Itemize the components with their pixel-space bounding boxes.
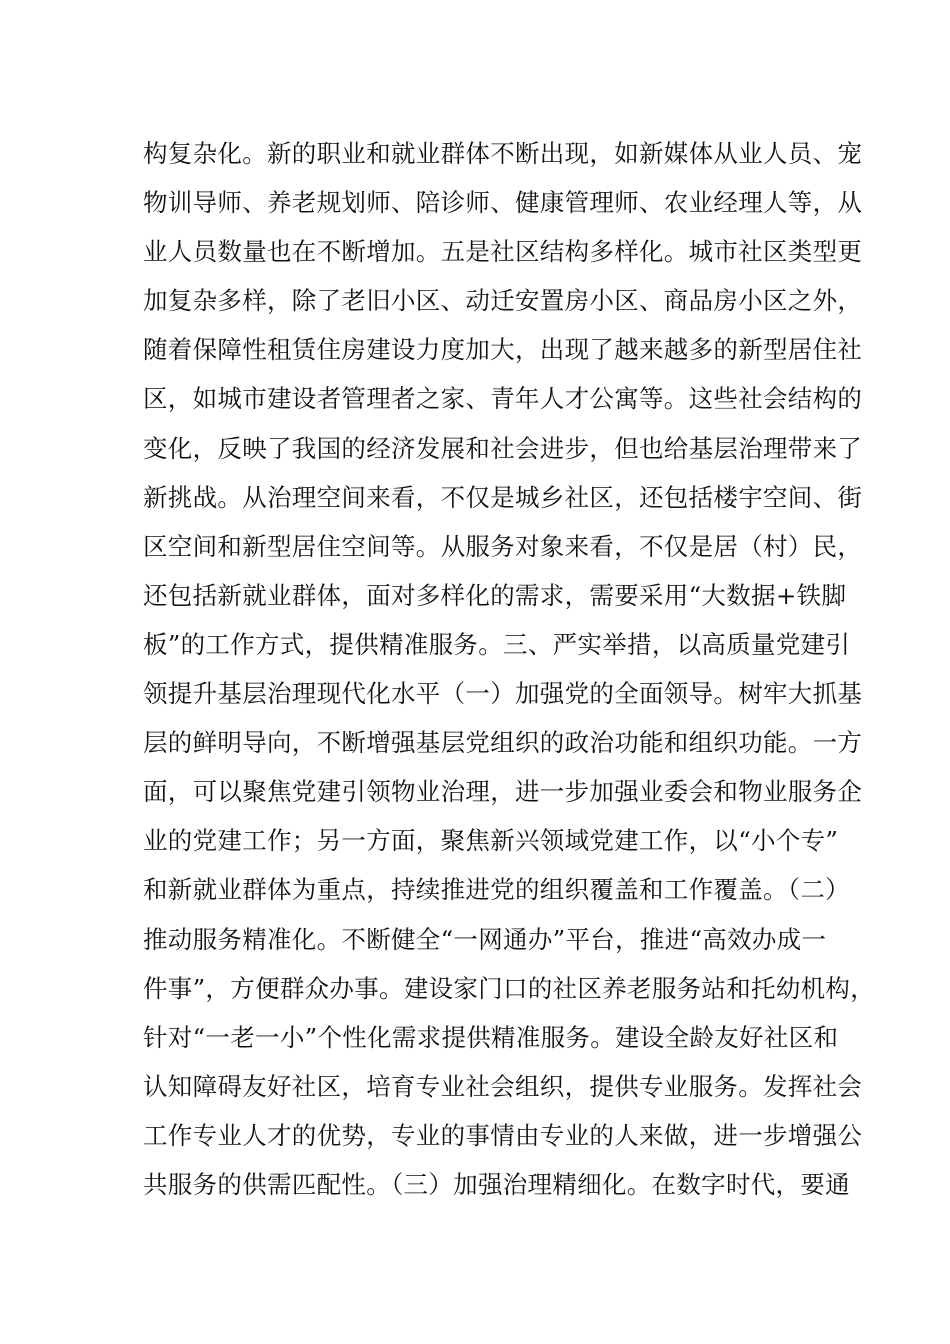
text-line: 构复杂化。新的职业和就业群体不断出现，如新媒体从业人员、宠 [143, 139, 863, 168]
text-line: 工作专业人才的优势，专业的事情由专业的人来做，进一步增强公 [143, 1120, 863, 1150]
text-line: 和新就业群体为重点，持续推进党的组织覆盖和工作覆盖。（二） [143, 875, 850, 905]
text-line: 针对“一老一小”个性化需求提供精准服务。建设全龄友好社区和 [143, 1022, 839, 1052]
text-line: 板”的工作方式，提供精准服务。三、严实举措，以高质量党建引 [143, 629, 851, 659]
text-line: 领提升基层治理现代化水平（一）加强党的全面领导。树牢大抓基 [143, 679, 863, 709]
text-line: 加复杂多样，除了老旧小区、动迁安置房小区、商品房小区之外， [143, 286, 863, 316]
text-line: 物训导师、养老规划师、陪诊师、健康管理师、农业经理人等，从 [143, 188, 863, 218]
text-line: 面，可以聚焦党建引领物业治理，进一步加强业委会和物业服务企 [143, 777, 863, 807]
text-line: 业的党建工作；另一方面，聚焦新兴领域党建工作，以“小个专” [143, 826, 839, 856]
body-text [143, 129, 876, 1209]
text-line: 共服务的供需匹配性。（三）加强治理精细化。在数字时代，要通 [143, 1169, 850, 1199]
text-line: 层的鲜明导向，不断增强基层党组织的政治功能和组织功能。一方 [143, 728, 863, 758]
text-line: 新挑战。从治理空间来看，不仅是城乡社区，还包括楼宇空间、街 [143, 482, 863, 512]
text-line: 变化，反映了我国的经济发展和社会进步，但也给基层治理带来了 [143, 433, 863, 463]
text-line: 区，如城市建设者管理者之家、青年人才公寓等。这些社会结构的 [143, 384, 863, 414]
text-line: 还包括新就业群体，面对多样化的需求，需要采用“大数据+铁脚 [143, 580, 847, 610]
text-line: 区空间和新型居住空间等。从服务对象来看，不仅是居（村）民， [143, 531, 863, 561]
text-line: 认知障碍友好社区，培育专业社会组织，提供专业服务。发挥社会 [143, 1071, 863, 1101]
text-line: 随着保障性租赁住房建设力度加大，出现了越来越多的新型居住社 [143, 335, 863, 365]
text-line: 业人员数量也在不断增加。五是社区结构多样化。城市社区类型更 [143, 237, 863, 267]
text-line: 件事”，方便群众办事。建设家门口的社区养老服务站和托幼机构， [143, 973, 876, 1003]
text-line: 推动服务精准化。不断健全“一网通办”平台，推进“高效办成一 [143, 924, 827, 954]
